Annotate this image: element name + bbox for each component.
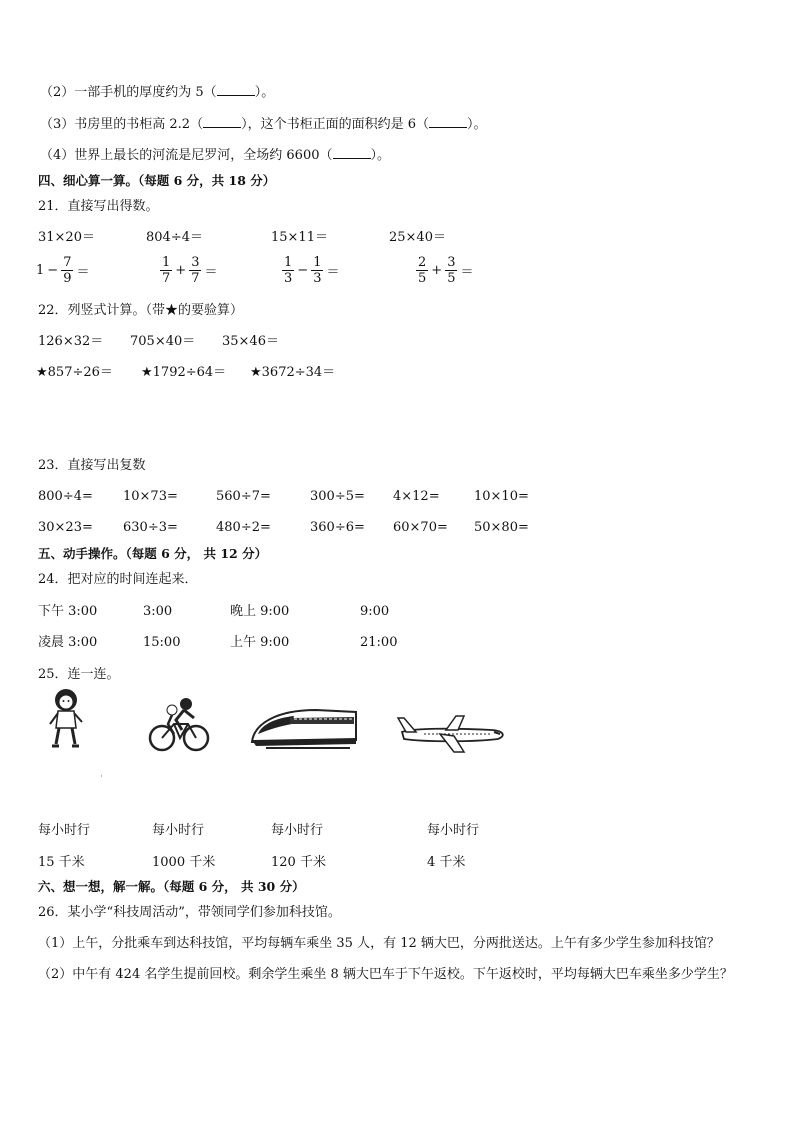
calc-item: 35×46＝ — [222, 334, 279, 349]
high-speed-train-icon[interactable] — [246, 704, 358, 752]
speed-label: 每小时行 — [152, 823, 205, 838]
calc-item: 800÷4= — [38, 489, 93, 504]
time-item[interactable]: 9:00 — [360, 604, 390, 619]
speed-label: 每小时行 — [38, 823, 91, 838]
question-26-title: 26．某小学“科技周活动”，带领同学们参加科技馆。 — [38, 905, 341, 920]
calc-item: 126×32＝ — [38, 334, 104, 349]
fraction-expression: $\frac{1}{7}$ + $\frac{3}{7}$ ＝ — [162, 255, 218, 286]
calc-item: 300÷5= — [310, 489, 365, 504]
fraction-expression: $\frac{2}{5}$ + $\frac{3}{5}$ ＝ — [418, 255, 474, 286]
section-5-title: 五、动手操作。（每题 6 分， 共 12 分） — [38, 546, 268, 561]
question-23-title: 23．直接写出复数 — [38, 458, 146, 473]
answer-blank[interactable] — [203, 116, 241, 128]
section-4-title: 四、细心算一算。（每题 6 分，共 18 分） — [38, 173, 276, 188]
calc-item: 804÷4＝ — [146, 230, 203, 245]
calc-item: 30×23= — [38, 520, 93, 535]
answer-blank[interactable] — [217, 84, 255, 96]
fraction: $\frac{7}{9}$ — [63, 255, 72, 286]
fraction: $\frac{2}{5}$ — [418, 255, 427, 286]
question-4: （4）世界上最长的河流是尼罗河，全场约 6600（ ）。 — [40, 148, 391, 163]
speed-value[interactable]: 4 千米 — [427, 855, 466, 870]
calc-item: 705×40＝ — [130, 334, 196, 349]
question-3: （3）书房里的书柜高 2.2（ ），这个书柜正面的面积约是 6（ ）。 — [40, 117, 487, 132]
fraction: $\frac{3}{7}$ — [191, 255, 200, 286]
speed-label: 每小时行 — [427, 823, 480, 838]
calc-item: 480÷2= — [216, 520, 271, 535]
fraction: $\frac{3}{5}$ — [447, 255, 456, 286]
time-item[interactable]: 3:00 — [143, 604, 173, 619]
airplane-icon[interactable] — [394, 712, 508, 754]
time-item[interactable]: 15:00 — [143, 635, 181, 650]
calc-item: ★857÷26＝ — [36, 365, 113, 380]
walking-girl-icon[interactable] — [44, 688, 88, 750]
calc-item: 50×80= — [474, 520, 529, 535]
time-item[interactable]: 上午 9:00 — [230, 635, 290, 650]
calc-item: 360÷6= — [310, 520, 365, 535]
calc-item: 25×40＝ — [389, 230, 446, 245]
answer-blank[interactable] — [429, 116, 467, 128]
question-2: （2）一部手机的厚度约为 5（ ）。 — [40, 85, 275, 100]
cyclist-icon[interactable] — [148, 694, 210, 754]
question-21-title: 21．直接写出得数。 — [38, 199, 159, 214]
calc-item: 31×20＝ — [38, 230, 95, 245]
calc-item: 560÷7= — [216, 489, 271, 504]
speed-value[interactable]: 1000 千米 — [152, 855, 216, 870]
speed-value[interactable]: 15 千米 — [38, 855, 85, 870]
time-item[interactable]: 21:00 — [360, 635, 398, 650]
calc-item: 15×11＝ — [271, 230, 328, 245]
question-26-part-2: （2）中午有 424 名学生提前回校。剩余学生乘坐 8 辆大巴车于下午返校。下午返校时，平均每辆大巴车乘坐多少学生？ — [38, 967, 733, 982]
question-22-title: 22．列竖式计算。（带★的要验算） — [38, 303, 244, 318]
fraction-expression: 1 − $\frac{7}{9}$ ＝ — [36, 255, 90, 286]
calc-item: 4×12= — [393, 489, 440, 504]
fraction-expression: $\frac{1}{3}$ − $\frac{1}{3}$ ＝ — [284, 255, 340, 286]
calc-item: 60×70= — [393, 520, 448, 535]
section-6-title: 六、想一想，解一解。（每题 6 分， 共 30 分） — [38, 879, 305, 894]
fraction: $\frac{1}{7}$ — [162, 255, 171, 286]
calc-item: ★1792÷64＝ — [141, 365, 227, 380]
question-25-title: 25．连一连。 — [38, 667, 120, 682]
time-item[interactable]: 凌晨 3:00 — [38, 635, 98, 650]
question-26-part-1: （1）上午，分批乘车到达科技馆，平均每辆车乘坐 35 人，有 12 辆大巴，分两批送达。上午有多少学生参加科技馆？ — [38, 936, 720, 951]
calc-item: ★3672÷34＝ — [250, 365, 336, 380]
answer-blank[interactable] — [333, 147, 371, 159]
calc-item: 10×73= — [123, 489, 178, 504]
calc-item: 630÷3= — [123, 520, 178, 535]
time-item[interactable]: 晚上 9:00 — [230, 604, 290, 619]
time-item[interactable]: 下午 3:00 — [38, 604, 98, 619]
fraction: $\frac{1}{3}$ — [284, 255, 293, 286]
speed-value[interactable]: 120 千米 — [271, 855, 326, 870]
calc-item: 10×10= — [474, 489, 529, 504]
speed-label: 每小时行 — [271, 823, 324, 838]
decorative-mark: ˌ — [100, 769, 103, 779]
question-24-title: 24．把对应的时间连起来． — [38, 572, 198, 587]
fraction: $\frac{1}{3}$ — [313, 255, 322, 286]
